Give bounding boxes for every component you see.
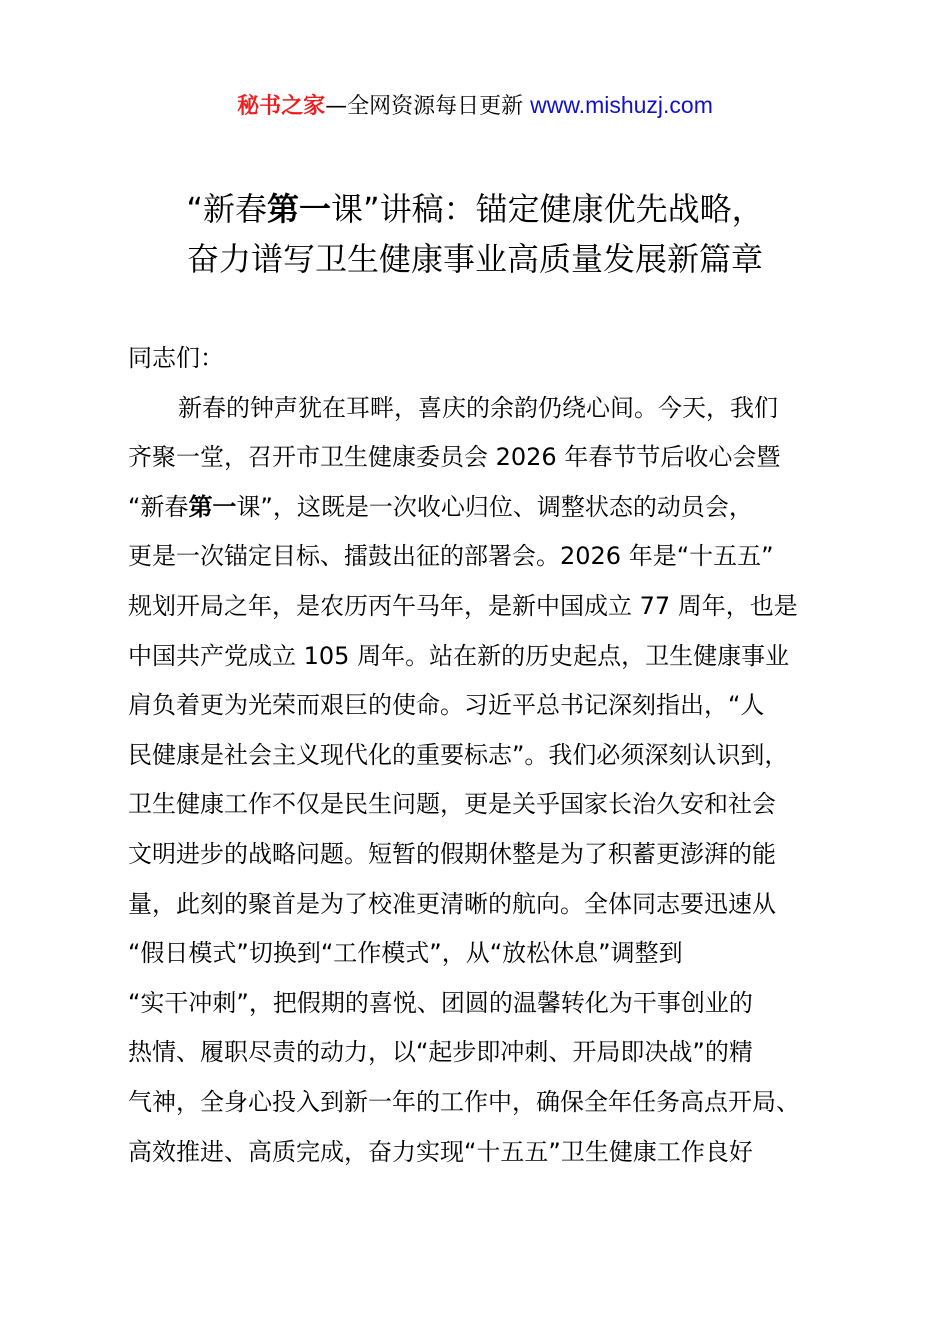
salutation: 同志们： [128, 344, 224, 372]
paragraph-line: 量，此刻的聚首是为了校准更清晰的航向。全体同志要迅速从 [128, 889, 776, 918]
title-bold: 第一 [266, 190, 331, 228]
bold-text: 第一 [188, 492, 237, 521]
site-link[interactable]: www.mishuzj.com [530, 92, 713, 118]
paragraph-line: 民健康是社会主义现代化的重要标志”。我们必须深刻认识到， [128, 740, 789, 769]
paragraph-line: 高效推进、高质完成，奋力实现“十五五”卫生健康工作良好 [128, 1137, 753, 1166]
site-header [0, 88, 950, 124]
paragraph-line: 肩负着更为光荣而艰巨的使命。习近平总书记深刻指出，“人 [128, 691, 765, 720]
document-body [128, 334, 838, 1177]
paragraph-line: 新春的钟声犹在耳畔，喜庆的余韵仍绕心间。今天，我们 [178, 393, 778, 422]
header-tagline: —全网资源每日更新 [325, 94, 524, 119]
paragraph-line: 规划开局之年，是农历丙午马年，是新中国成立 77 周年，也是 [128, 591, 798, 620]
paragraph-line: 卫生健康工作不仅是民生问题，更是关乎国家长治久安和社会 [128, 790, 776, 819]
paragraph-line: 中国共产党成立 105 周年。站在新的历史起点，卫生健康事业 [128, 641, 790, 670]
title-line-1: “新春第一课”讲稿：锚定健康优先战略， [186, 190, 764, 228]
paragraph-line: “假日模式”切换到“工作模式”，从“放松休息”调整到 [128, 939, 683, 968]
paragraph-line: 热情、履职尽责的动力，以“起步即冲刺、开局即决战”的精 [128, 1038, 753, 1067]
paragraph-line: “实干冲刺”，把假期的喜悦、团圆的温馨转化为干事创业的 [128, 988, 753, 1017]
paragraph-line: 文明进步的战略问题。短暂的假期休整是为了积蓄更澎湃的能 [128, 839, 776, 868]
title-line-2: 奋力谱写卫生健康事业高质量发展新篇章 [186, 240, 763, 278]
brand-name: 秘书之家 [237, 94, 326, 119]
document-title [0, 184, 950, 284]
paragraph-line: 气神，全身心投入到新一年的工作中，确保全年任务高点开局、 [128, 1087, 800, 1116]
paragraph-line: 更是一次锚定目标、擂鼓出征的部署会。2026 年是“十五五” [128, 542, 774, 571]
paragraph-line: 齐聚一堂，召开市卫生健康委员会 2026 年春节节后收心会暨 [128, 443, 781, 472]
paragraph-line: “新春第一课”，这既是一次收心归位、调整状态的动员会， [128, 492, 753, 521]
